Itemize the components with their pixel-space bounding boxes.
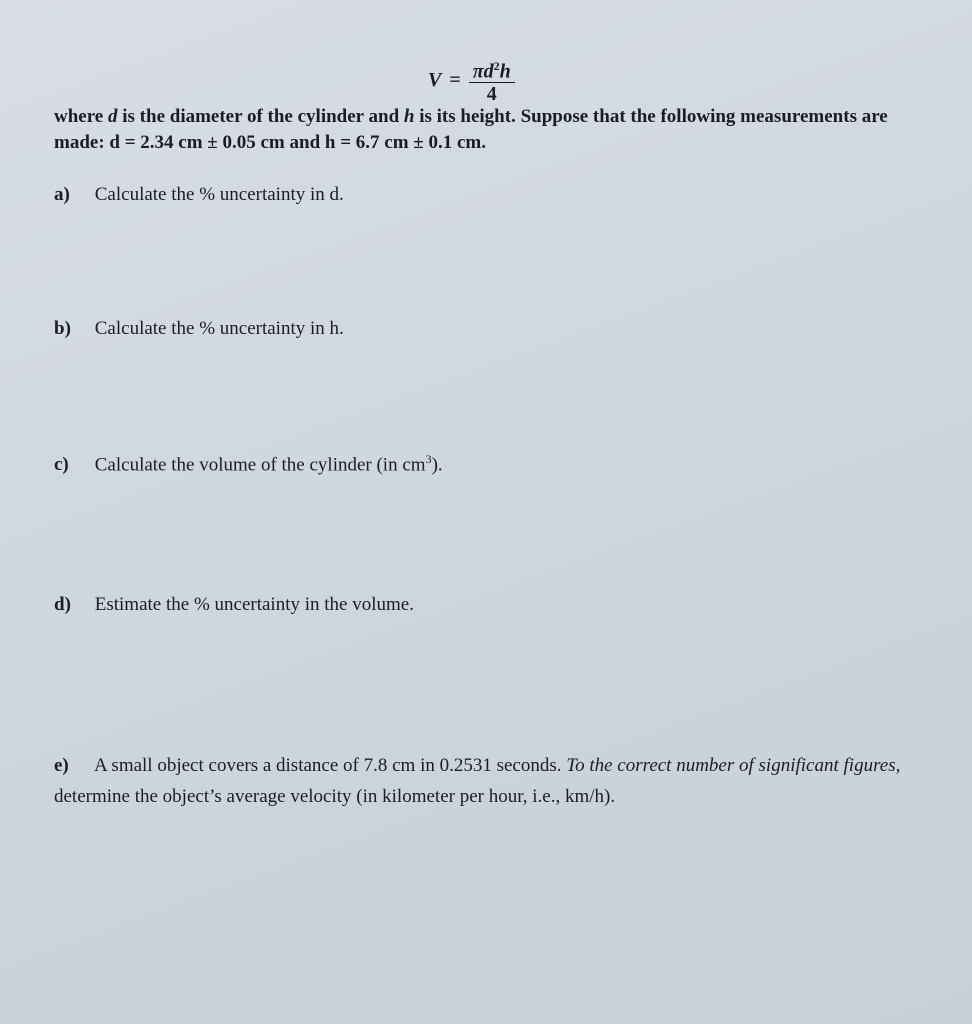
intro-var-h: h: [403, 106, 415, 127]
question-c-text: Calculate the volume of the cylinder (in cm: [94, 454, 426, 476]
question-d-label: d): [54, 594, 71, 615]
numerator-h: h: [499, 60, 511, 83]
question-c-label: c): [54, 454, 69, 476]
question-c-superscript: 3: [425, 452, 432, 466]
question-e-label: e): [54, 755, 69, 776]
question-a-text: Calculate the % uncertainty in d.: [94, 184, 344, 205]
intro-text-2: is the diameter of the cylinder and: [117, 106, 404, 127]
formula-fraction: [469, 56, 515, 105]
formula-equals: =: [449, 68, 461, 91]
question-b-text: Calculate the % uncertainty in h.: [94, 318, 344, 339]
question-c-end: ).: [431, 454, 443, 476]
question-e-text-1: A small object covers a distance of 7.8 cm in 0.2531 seconds.: [94, 755, 567, 776]
intro-paragraph: [54, 104, 894, 156]
volume-formula: [428, 56, 515, 105]
question-c: [54, 452, 443, 476]
question-e-italic: To the correct number of significant figures,: [566, 755, 901, 776]
question-a-label: a): [54, 184, 70, 205]
question-a: [54, 184, 344, 206]
formula-denominator: 4: [486, 82, 497, 105]
intro-text-1: where: [54, 106, 108, 127]
question-b: [54, 318, 344, 340]
question-e: [54, 750, 934, 812]
formula-numerator: [469, 56, 515, 83]
question-d: [54, 594, 414, 616]
numerator-pi-d: πd: [472, 60, 494, 83]
formula-lhs: V: [428, 68, 442, 91]
question-d-text: Estimate the % uncertainty in the volume.: [94, 594, 414, 615]
intro-text-3: is its height. Suppose that the following measurements are made: d = 2.34 cm ± 0.05 cm and h = 6.7 cm ± 0.1 cm.: [54, 106, 888, 153]
question-b-label: b): [54, 318, 71, 339]
intro-var-d: d: [108, 106, 118, 127]
numerator-exponent: 2: [493, 59, 500, 73]
question-e-text-2: determine the object’s average velocity (in kilometer per hour, i.e., km/h).: [54, 786, 616, 807]
